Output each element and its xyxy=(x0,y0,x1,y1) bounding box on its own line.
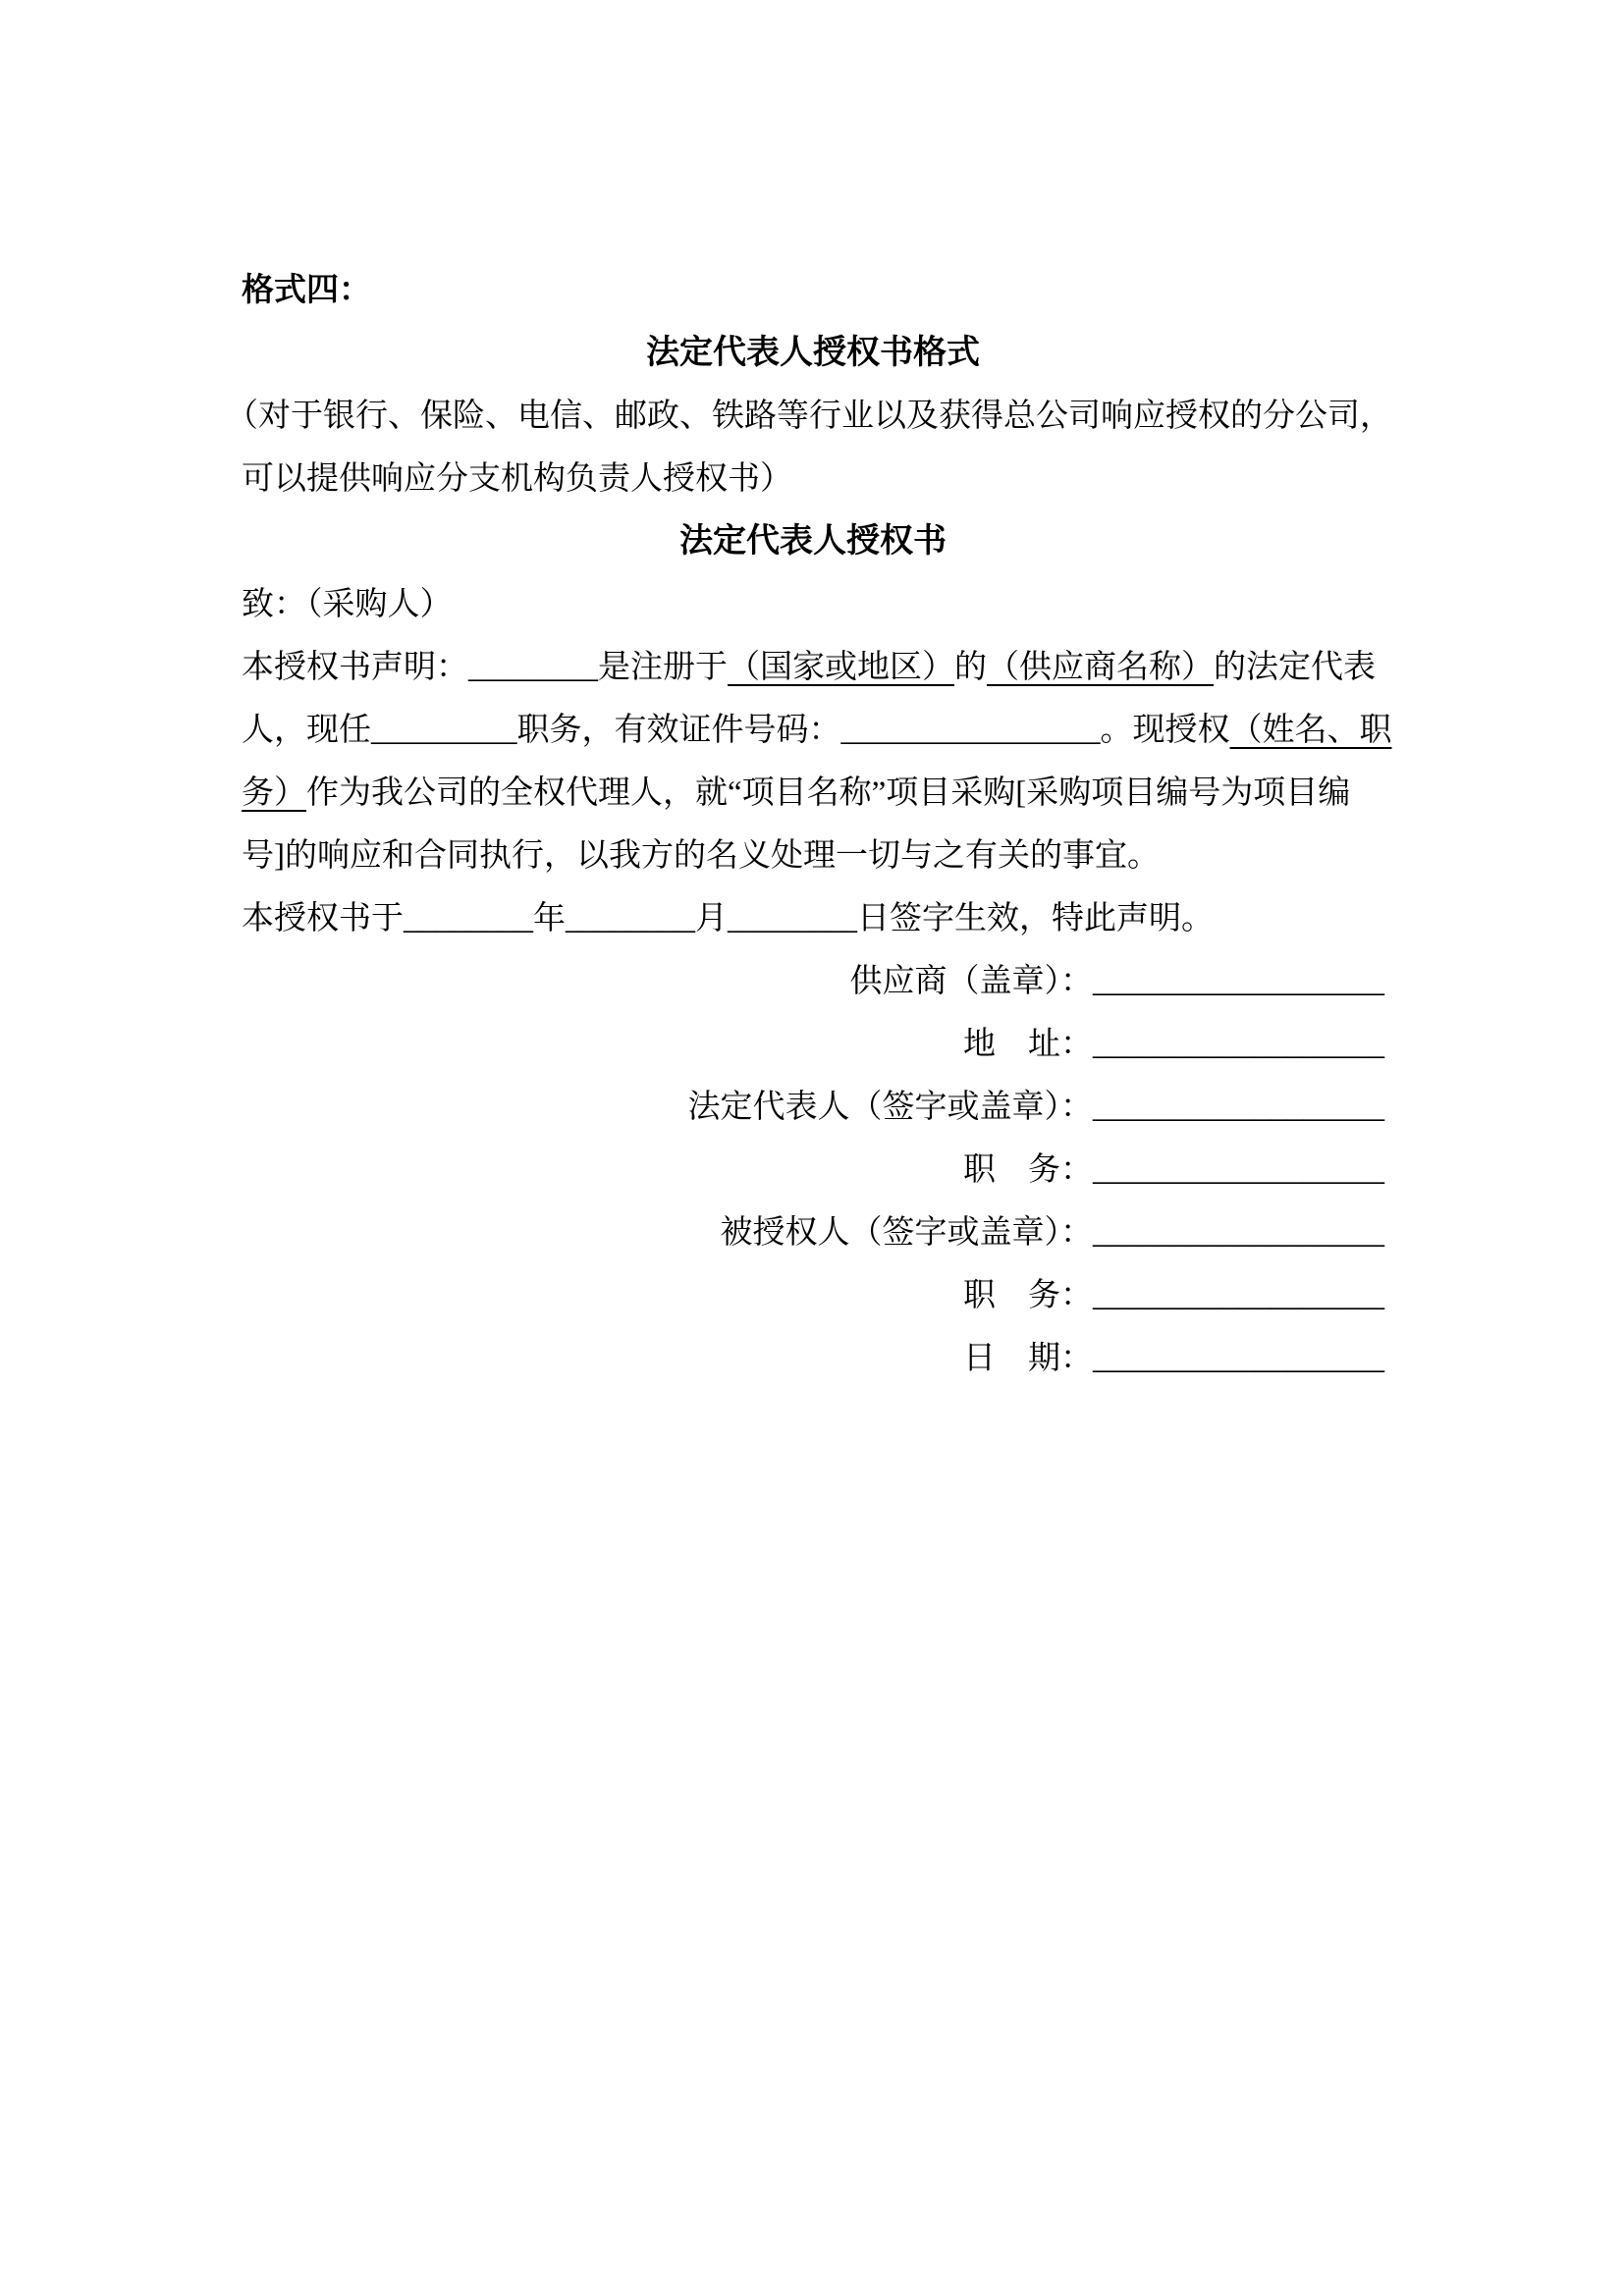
signature-blank-line: __________________ xyxy=(1093,964,1384,999)
blank-field-day: ________ xyxy=(728,901,857,936)
declaration-line-1 xyxy=(242,636,1384,699)
underlined-field-title-cont: 务） xyxy=(242,775,306,811)
signature-label: 供应商（盖章）： xyxy=(849,964,1093,999)
text-segment: 日签字生效，特此声明。 xyxy=(857,901,1214,936)
underlined-field-country: （国家或地区） xyxy=(728,650,954,685)
text-segment: 作为我公司的全权代理人，就“项目名称”项目采购[采购项目编号为项目编 xyxy=(306,775,1351,811)
blank-field-month: ________ xyxy=(566,901,695,936)
text-segment: 是注册于 xyxy=(598,650,728,685)
signature-row-authorized-person-sign xyxy=(242,1201,1384,1264)
format-title: 法定代表人授权书格式 xyxy=(646,335,980,371)
signature-label: 职 务： xyxy=(963,1278,1093,1313)
signature-label: 法定代表人（签字或盖章）： xyxy=(687,1090,1093,1125)
signature-blank-line: __________________ xyxy=(1093,1152,1384,1188)
text-segment: 本授权书于 xyxy=(242,901,404,936)
text-segment: 职务，有效证件号码： xyxy=(516,713,841,748)
signature-blank-line: __________________ xyxy=(1093,1027,1384,1062)
signature-label: 被授权人（签字或盖章）： xyxy=(720,1215,1093,1251)
blank-field-year: ________ xyxy=(404,901,533,936)
text-segment: 月 xyxy=(695,901,728,936)
blank-field: _________ xyxy=(371,713,517,748)
signature-label: 职 务： xyxy=(963,1152,1093,1188)
declaration-line-3 xyxy=(242,762,1384,825)
salutation-line: 致：（采购人） xyxy=(242,587,453,622)
text-segment: 的 xyxy=(954,650,987,685)
signature-row-authorized-person-title xyxy=(242,1264,1384,1327)
blank-field: ________________ xyxy=(840,713,1101,748)
signature-row-address xyxy=(242,1013,1384,1076)
signature-blank-line: __________________ xyxy=(1093,1278,1384,1313)
text-segment: 年 xyxy=(533,901,566,936)
effective-date-line xyxy=(242,887,1384,950)
signature-blank-line: __________________ xyxy=(1093,1341,1384,1376)
signature-row-legal-rep-sign xyxy=(242,1076,1384,1139)
declaration-line-4: 号]的响应和合同执行，以我方的名义处理一切与之有关的事宜。 xyxy=(242,838,1160,874)
declaration-line-2 xyxy=(242,699,1392,762)
signature-row-date xyxy=(242,1327,1384,1390)
text-segment: 。现授权 xyxy=(1100,713,1230,748)
signature-blank-line: __________________ xyxy=(1093,1090,1384,1125)
letter-title: 法定代表人授权书 xyxy=(679,523,947,560)
format-label: 格式四： xyxy=(242,273,371,308)
underlined-field-supplier-name: （供应商名称） xyxy=(987,650,1214,685)
text-segment: 人，现任 xyxy=(242,713,371,748)
note-line-2: 可以提供响应分支机构负责人授权书） xyxy=(242,461,792,497)
underlined-field-name-title: （姓名、职 xyxy=(1229,713,1392,748)
signature-label: 日 期： xyxy=(963,1341,1093,1376)
signature-label: 地 址： xyxy=(963,1027,1093,1062)
signature-row-supplier-seal xyxy=(242,950,1384,1013)
text-segment: 的法定代表 xyxy=(1214,650,1376,685)
note-line-1: （对于银行、保险、电信、邮政、铁路等行业以及获得总公司响应授权的分公司， xyxy=(226,399,1392,434)
blank-field: ________ xyxy=(468,650,598,685)
text-segment: 本授权书声明： xyxy=(242,650,468,685)
signature-blank-line: __________________ xyxy=(1093,1215,1384,1251)
document-content xyxy=(226,259,1392,1390)
signature-row-legal-rep-title xyxy=(242,1139,1384,1201)
